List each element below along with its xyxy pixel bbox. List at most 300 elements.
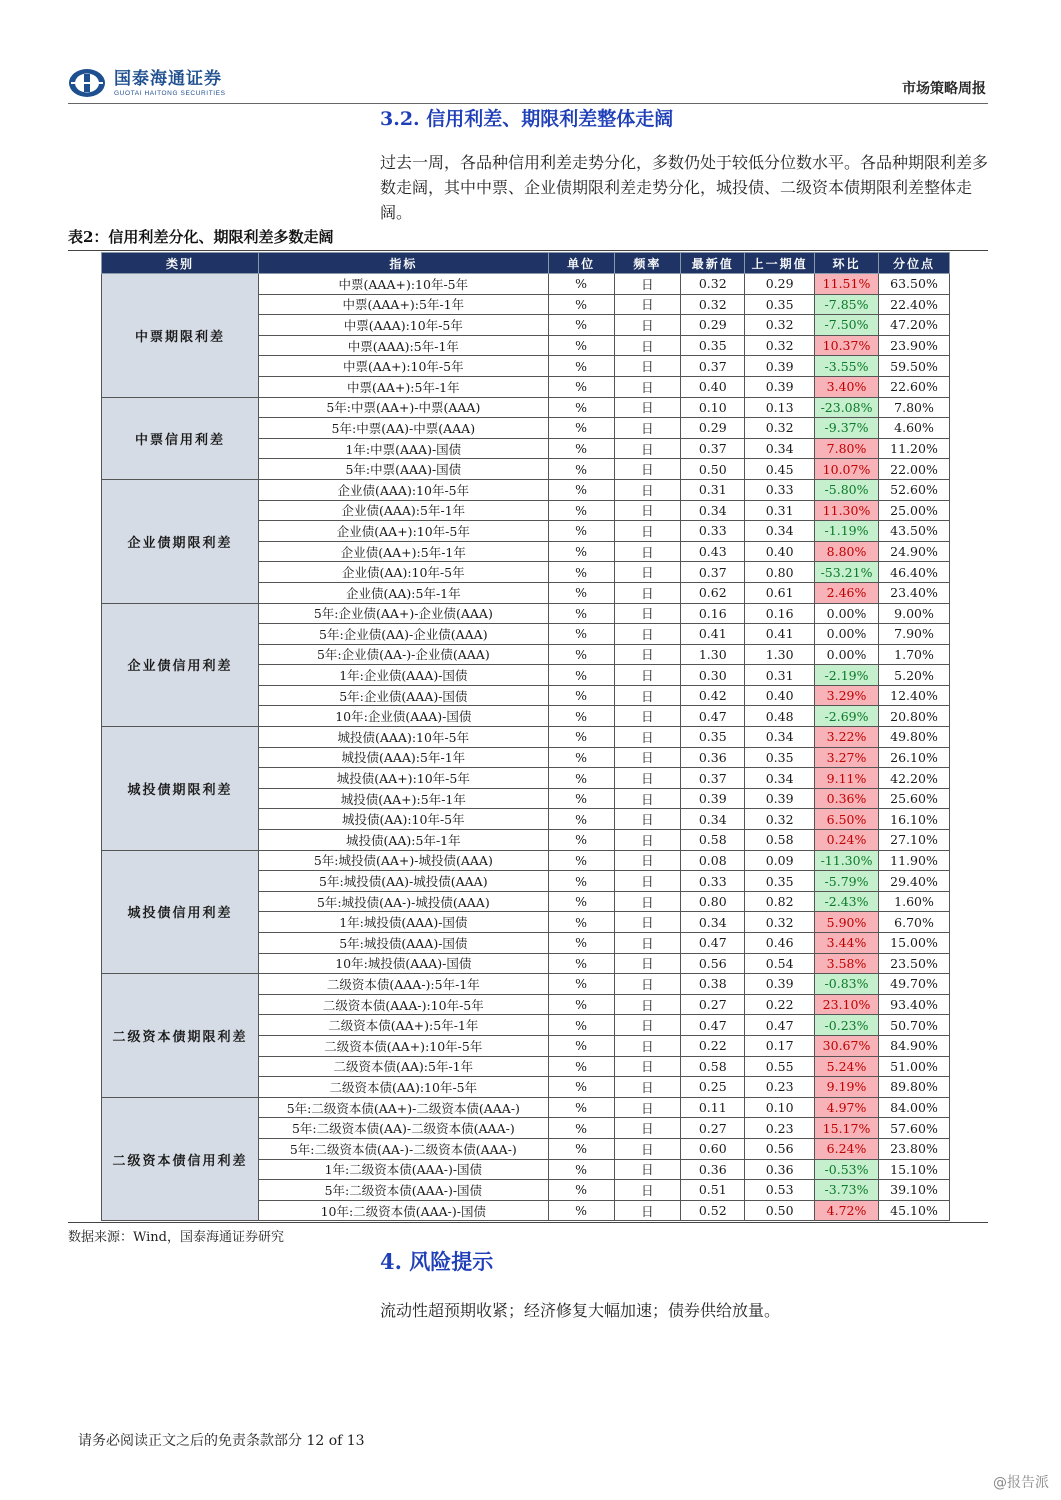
percentile-cell: 84.00% bbox=[879, 1097, 950, 1118]
indicator-cell: 中票(AAA+):10年-5年 bbox=[258, 274, 548, 295]
unit-cell: % bbox=[548, 541, 614, 562]
previous-value-cell: 0.53 bbox=[745, 1180, 815, 1201]
frequency-cell: 日 bbox=[614, 397, 681, 418]
change-cell: 23.10% bbox=[815, 994, 879, 1015]
percentile-cell: 42.20% bbox=[879, 768, 950, 789]
previous-value-cell: 0.47 bbox=[745, 1015, 815, 1036]
previous-value-cell: 0.13 bbox=[745, 397, 815, 418]
table-header-row bbox=[102, 253, 950, 274]
change-cell: 10.07% bbox=[815, 459, 879, 480]
latest-value-cell: 0.47 bbox=[681, 706, 745, 727]
latest-value-cell: 0.50 bbox=[681, 459, 745, 480]
latest-value-cell: 0.36 bbox=[681, 1159, 745, 1180]
percentile-cell: 1.70% bbox=[879, 644, 950, 665]
percentile-cell: 22.60% bbox=[879, 376, 950, 397]
previous-value-cell: 0.34 bbox=[745, 521, 815, 542]
previous-value-cell: 0.35 bbox=[745, 747, 815, 768]
previous-value-cell: 0.32 bbox=[745, 912, 815, 933]
percentile-cell: 52.60% bbox=[879, 479, 950, 500]
percentile-cell: 11.90% bbox=[879, 850, 950, 871]
percentile-cell: 22.40% bbox=[879, 294, 950, 315]
indicator-cell: 企业债(AAA):10年-5年 bbox=[258, 479, 548, 500]
previous-value-cell: 0.34 bbox=[745, 438, 815, 459]
previous-value-cell: 0.32 bbox=[745, 315, 815, 336]
change-cell: -5.79% bbox=[815, 871, 879, 892]
change-cell: 0.00% bbox=[815, 624, 879, 645]
change-cell: -5.80% bbox=[815, 479, 879, 500]
previous-value-cell: 0.80 bbox=[745, 562, 815, 583]
previous-value-cell: 0.22 bbox=[745, 994, 815, 1015]
frequency-cell: 日 bbox=[614, 685, 681, 706]
table-header-cell: 分位点 bbox=[879, 253, 950, 274]
unit-cell: % bbox=[548, 335, 614, 356]
previous-value-cell: 0.39 bbox=[745, 376, 815, 397]
change-cell: -2.69% bbox=[815, 706, 879, 727]
table-header-cell: 最新值 bbox=[681, 253, 745, 274]
change-cell: 3.29% bbox=[815, 685, 879, 706]
unit-cell: % bbox=[548, 994, 614, 1015]
percentile-cell: 23.80% bbox=[879, 1138, 950, 1159]
frequency-cell: 日 bbox=[614, 891, 681, 912]
unit-cell: % bbox=[548, 830, 614, 851]
latest-value-cell: 0.10 bbox=[681, 397, 745, 418]
latest-value-cell: 0.52 bbox=[681, 1200, 745, 1221]
previous-value-cell: 0.40 bbox=[745, 541, 815, 562]
indicator-cell: 二级资本债(AA):10年-5年 bbox=[258, 1077, 548, 1098]
change-cell: -53.21% bbox=[815, 562, 879, 583]
percentile-cell: 23.50% bbox=[879, 953, 950, 974]
change-cell: -11.30% bbox=[815, 850, 879, 871]
previous-value-cell: 0.33 bbox=[745, 479, 815, 500]
frequency-cell: 日 bbox=[614, 438, 681, 459]
risk-text: 流动性超预期收紧；经济修复大幅加速；债券供给放量。 bbox=[380, 1301, 781, 1320]
unit-cell: % bbox=[548, 727, 614, 748]
frequency-cell: 日 bbox=[614, 459, 681, 480]
previous-value-cell: 1.30 bbox=[745, 644, 815, 665]
frequency-cell: 日 bbox=[614, 356, 681, 377]
latest-value-cell: 0.35 bbox=[681, 727, 745, 748]
unit-cell: % bbox=[548, 438, 614, 459]
unit-cell: % bbox=[548, 1118, 614, 1139]
unit-cell: % bbox=[548, 891, 614, 912]
latest-value-cell: 0.58 bbox=[681, 1056, 745, 1077]
percentile-cell: 7.90% bbox=[879, 624, 950, 645]
indicator-cell: 1年:中票(AAA)-国债 bbox=[258, 438, 548, 459]
unit-cell: % bbox=[548, 1159, 614, 1180]
unit-cell: % bbox=[548, 1200, 614, 1221]
latest-value-cell: 0.40 bbox=[681, 376, 745, 397]
frequency-cell: 日 bbox=[614, 974, 681, 995]
percentile-cell: 84.90% bbox=[879, 1035, 950, 1056]
frequency-cell: 日 bbox=[614, 706, 681, 727]
percentile-cell: 1.60% bbox=[879, 891, 950, 912]
change-cell: 2.46% bbox=[815, 582, 879, 603]
latest-value-cell: 0.37 bbox=[681, 562, 745, 583]
previous-value-cell: 0.09 bbox=[745, 850, 815, 871]
latest-value-cell: 0.37 bbox=[681, 438, 745, 459]
change-cell: 9.11% bbox=[815, 768, 879, 789]
frequency-cell: 日 bbox=[614, 418, 681, 439]
indicator-cell: 企业债(AA):10年-5年 bbox=[258, 562, 548, 583]
indicator-cell: 城投债(AA+):5年-1年 bbox=[258, 788, 548, 809]
frequency-cell: 日 bbox=[614, 1056, 681, 1077]
table-row bbox=[102, 274, 950, 295]
percentile-cell: 4.60% bbox=[879, 418, 950, 439]
change-cell: 6.50% bbox=[815, 809, 879, 830]
table-row bbox=[102, 850, 950, 871]
latest-value-cell: 0.33 bbox=[681, 871, 745, 892]
indicator-cell: 中票(AA+):10年-5年 bbox=[258, 356, 548, 377]
percentile-cell: 6.70% bbox=[879, 912, 950, 933]
latest-value-cell: 0.37 bbox=[681, 768, 745, 789]
previous-value-cell: 0.55 bbox=[745, 1056, 815, 1077]
previous-value-cell: 0.17 bbox=[745, 1035, 815, 1056]
previous-value-cell: 0.32 bbox=[745, 809, 815, 830]
previous-value-cell: 0.61 bbox=[745, 582, 815, 603]
unit-cell: % bbox=[548, 685, 614, 706]
unit-cell: % bbox=[548, 521, 614, 542]
change-cell: 3.44% bbox=[815, 933, 879, 954]
change-cell: -23.08% bbox=[815, 397, 879, 418]
percentile-cell: 5.20% bbox=[879, 665, 950, 686]
change-cell: 8.80% bbox=[815, 541, 879, 562]
latest-value-cell: 0.08 bbox=[681, 850, 745, 871]
frequency-cell: 日 bbox=[614, 747, 681, 768]
indicator-cell: 企业债(AA+):10年-5年 bbox=[258, 521, 548, 542]
change-cell: 3.22% bbox=[815, 727, 879, 748]
previous-value-cell: 0.41 bbox=[745, 624, 815, 645]
latest-value-cell: 0.27 bbox=[681, 994, 745, 1015]
indicator-cell: 中票(AAA):5年-1年 bbox=[258, 335, 548, 356]
unit-cell: % bbox=[548, 582, 614, 603]
table-row bbox=[102, 603, 950, 624]
previous-value-cell: 0.48 bbox=[745, 706, 815, 727]
latest-value-cell: 0.51 bbox=[681, 1180, 745, 1201]
previous-value-cell: 0.36 bbox=[745, 1159, 815, 1180]
indicator-cell: 城投债(AAA):5年-1年 bbox=[258, 747, 548, 768]
frequency-cell: 日 bbox=[614, 912, 681, 933]
percentile-cell: 57.60% bbox=[879, 1118, 950, 1139]
table-header-cell: 指标 bbox=[258, 253, 548, 274]
frequency-cell: 日 bbox=[614, 727, 681, 748]
indicator-cell: 5年:企业债(AA+)-企业债(AAA) bbox=[258, 603, 548, 624]
previous-value-cell: 0.46 bbox=[745, 933, 815, 954]
indicator-cell: 10年:二级资本债(AAA-)-国债 bbox=[258, 1200, 548, 1221]
frequency-cell: 日 bbox=[614, 541, 681, 562]
percentile-cell: 26.10% bbox=[879, 747, 950, 768]
frequency-cell: 日 bbox=[614, 376, 681, 397]
frequency-cell: 日 bbox=[614, 562, 681, 583]
change-cell: -2.19% bbox=[815, 665, 879, 686]
unit-cell: % bbox=[548, 397, 614, 418]
percentile-cell: 24.90% bbox=[879, 541, 950, 562]
watermark: @报告派 bbox=[993, 1475, 1049, 1491]
report-type-label: 市场策略周报 bbox=[902, 81, 986, 97]
frequency-cell: 日 bbox=[614, 809, 681, 830]
previous-value-cell: 0.23 bbox=[745, 1077, 815, 1098]
latest-value-cell: 0.38 bbox=[681, 974, 745, 995]
previous-value-cell: 0.29 bbox=[745, 274, 815, 295]
percentile-cell: 46.40% bbox=[879, 562, 950, 583]
unit-cell: % bbox=[548, 665, 614, 686]
change-cell: -0.53% bbox=[815, 1159, 879, 1180]
percentile-cell: 25.60% bbox=[879, 788, 950, 809]
previous-value-cell: 0.45 bbox=[745, 459, 815, 480]
change-cell: 9.19% bbox=[815, 1077, 879, 1098]
percentile-cell: 15.00% bbox=[879, 933, 950, 954]
indicator-cell: 5年:中票(AA)-中票(AAA) bbox=[258, 418, 548, 439]
indicator-cell: 5年:城投债(AA)-城投债(AAA) bbox=[258, 871, 548, 892]
previous-value-cell: 0.56 bbox=[745, 1138, 815, 1159]
indicator-cell: 城投债(AA):10年-5年 bbox=[258, 809, 548, 830]
table-row bbox=[102, 974, 950, 995]
unit-cell: % bbox=[548, 747, 614, 768]
latest-value-cell: 0.16 bbox=[681, 603, 745, 624]
unit-cell: % bbox=[548, 479, 614, 500]
change-cell: -0.83% bbox=[815, 974, 879, 995]
frequency-cell: 日 bbox=[614, 850, 681, 871]
indicator-cell: 企业债(AAA):5年-1年 bbox=[258, 500, 548, 521]
percentile-cell: 59.50% bbox=[879, 356, 950, 377]
change-cell: 3.27% bbox=[815, 747, 879, 768]
percentile-cell: 23.40% bbox=[879, 582, 950, 603]
category-cell: 二级资本债信用利差 bbox=[102, 1097, 259, 1221]
change-cell: 3.40% bbox=[815, 376, 879, 397]
indicator-cell: 5年:企业债(AA)-企业债(AAA) bbox=[258, 624, 548, 645]
change-cell: 10.37% bbox=[815, 335, 879, 356]
percentile-cell: 43.50% bbox=[879, 521, 950, 542]
latest-value-cell: 0.39 bbox=[681, 788, 745, 809]
previous-value-cell: 0.39 bbox=[745, 356, 815, 377]
change-cell: 11.30% bbox=[815, 500, 879, 521]
company-logo-icon bbox=[68, 68, 106, 98]
percentile-cell: 93.40% bbox=[879, 994, 950, 1015]
previous-value-cell: 0.35 bbox=[745, 871, 815, 892]
percentile-cell: 12.40% bbox=[879, 685, 950, 706]
percentile-cell: 49.70% bbox=[879, 974, 950, 995]
percentile-cell: 15.10% bbox=[879, 1159, 950, 1180]
frequency-cell: 日 bbox=[614, 665, 681, 686]
indicator-cell: 1年:城投债(AAA)-国债 bbox=[258, 912, 548, 933]
frequency-cell: 日 bbox=[614, 1159, 681, 1180]
percentile-cell: 22.00% bbox=[879, 459, 950, 480]
latest-value-cell: 0.62 bbox=[681, 582, 745, 603]
latest-value-cell: 0.31 bbox=[681, 479, 745, 500]
unit-cell: % bbox=[548, 933, 614, 954]
frequency-cell: 日 bbox=[614, 830, 681, 851]
table-caption: 表2：信用利差分化、期限利差多数走阔 bbox=[68, 226, 988, 251]
unit-cell: % bbox=[548, 1097, 614, 1118]
indicator-cell: 5年:中票(AAA)-国债 bbox=[258, 459, 548, 480]
previous-value-cell: 0.82 bbox=[745, 891, 815, 912]
frequency-cell: 日 bbox=[614, 871, 681, 892]
change-cell: 6.24% bbox=[815, 1138, 879, 1159]
indicator-cell: 企业债(AA+):5年-1年 bbox=[258, 541, 548, 562]
change-cell: 15.17% bbox=[815, 1118, 879, 1139]
indicator-cell: 10年:城投债(AAA)-国债 bbox=[258, 953, 548, 974]
latest-value-cell: 0.34 bbox=[681, 500, 745, 521]
percentile-cell: 25.00% bbox=[879, 500, 950, 521]
change-cell: -1.19% bbox=[815, 521, 879, 542]
change-cell: -3.55% bbox=[815, 356, 879, 377]
previous-value-cell: 0.35 bbox=[745, 294, 815, 315]
percentile-cell: 49.80% bbox=[879, 727, 950, 748]
latest-value-cell: 1.30 bbox=[681, 644, 745, 665]
percentile-cell: 89.80% bbox=[879, 1077, 950, 1098]
latest-value-cell: 0.37 bbox=[681, 356, 745, 377]
indicator-cell: 二级资本债(AAA-):5年-1年 bbox=[258, 974, 548, 995]
unit-cell: % bbox=[548, 376, 614, 397]
frequency-cell: 日 bbox=[614, 335, 681, 356]
change-cell: 0.00% bbox=[815, 644, 879, 665]
table-row bbox=[102, 727, 950, 748]
latest-value-cell: 0.11 bbox=[681, 1097, 745, 1118]
credit-spread-table bbox=[101, 252, 950, 1221]
latest-value-cell: 0.41 bbox=[681, 624, 745, 645]
percentile-cell: 39.10% bbox=[879, 1180, 950, 1201]
unit-cell: % bbox=[548, 706, 614, 727]
unit-cell: % bbox=[548, 459, 614, 480]
indicator-cell: 5年:企业债(AA-)-企业债(AAA) bbox=[258, 644, 548, 665]
company-logo bbox=[68, 66, 226, 100]
indicator-cell: 中票(AAA+):5年-1年 bbox=[258, 294, 548, 315]
change-cell: -3.73% bbox=[815, 1180, 879, 1201]
unit-cell: % bbox=[548, 500, 614, 521]
change-cell: -0.23% bbox=[815, 1015, 879, 1036]
unit-cell: % bbox=[548, 624, 614, 645]
previous-value-cell: 0.54 bbox=[745, 953, 815, 974]
frequency-cell: 日 bbox=[614, 1200, 681, 1221]
table-row bbox=[102, 397, 950, 418]
percentile-cell: 45.10% bbox=[879, 1200, 950, 1221]
previous-value-cell: 0.10 bbox=[745, 1097, 815, 1118]
frequency-cell: 日 bbox=[614, 994, 681, 1015]
latest-value-cell: 0.47 bbox=[681, 1015, 745, 1036]
unit-cell: % bbox=[548, 953, 614, 974]
unit-cell: % bbox=[548, 871, 614, 892]
previous-value-cell: 0.40 bbox=[745, 685, 815, 706]
indicator-cell: 5年:二级资本债(AAA-)-国债 bbox=[258, 1180, 548, 1201]
previous-value-cell: 0.32 bbox=[745, 418, 815, 439]
table-header-cell: 上一期值 bbox=[745, 253, 815, 274]
latest-value-cell: 0.42 bbox=[681, 685, 745, 706]
frequency-cell: 日 bbox=[614, 788, 681, 809]
table-header-cell: 类别 bbox=[102, 253, 259, 274]
previous-value-cell: 0.50 bbox=[745, 1200, 815, 1221]
percentile-cell: 63.50% bbox=[879, 274, 950, 295]
table-row bbox=[102, 479, 950, 500]
frequency-cell: 日 bbox=[614, 294, 681, 315]
indicator-cell: 二级资本债(AA+):5年-1年 bbox=[258, 1015, 548, 1036]
indicator-cell: 5年:二级资本债(AA+)-二级资本债(AAA-) bbox=[258, 1097, 548, 1118]
latest-value-cell: 0.34 bbox=[681, 809, 745, 830]
latest-value-cell: 0.29 bbox=[681, 418, 745, 439]
percentile-cell: 9.00% bbox=[879, 603, 950, 624]
percentile-cell: 27.10% bbox=[879, 830, 950, 851]
frequency-cell: 日 bbox=[614, 644, 681, 665]
change-cell: 0.36% bbox=[815, 788, 879, 809]
unit-cell: % bbox=[548, 562, 614, 583]
page-footer: 请务必阅读正文之后的免责条款部分 12 of 13 bbox=[78, 1433, 365, 1449]
change-cell: 11.51% bbox=[815, 274, 879, 295]
frequency-cell: 日 bbox=[614, 274, 681, 295]
unit-cell: % bbox=[548, 1180, 614, 1201]
frequency-cell: 日 bbox=[614, 1035, 681, 1056]
indicator-cell: 城投债(AA):5年-1年 bbox=[258, 830, 548, 851]
category-cell: 城投债信用利差 bbox=[102, 850, 259, 974]
previous-value-cell: 0.39 bbox=[745, 788, 815, 809]
unit-cell: % bbox=[548, 850, 614, 871]
indicator-cell: 5年:中票(AA+)-中票(AAA) bbox=[258, 397, 548, 418]
frequency-cell: 日 bbox=[614, 933, 681, 954]
logo-chinese-name: 国泰海通证券 bbox=[114, 68, 222, 89]
frequency-cell: 日 bbox=[614, 521, 681, 542]
unit-cell: % bbox=[548, 418, 614, 439]
frequency-cell: 日 bbox=[614, 624, 681, 645]
frequency-cell: 日 bbox=[614, 603, 681, 624]
indicator-cell: 企业债(AA):5年-1年 bbox=[258, 582, 548, 603]
latest-value-cell: 0.35 bbox=[681, 335, 745, 356]
unit-cell: % bbox=[548, 1077, 614, 1098]
frequency-cell: 日 bbox=[614, 768, 681, 789]
indicator-cell: 5年:城投债(AA-)-城投债(AAA) bbox=[258, 891, 548, 912]
percentile-cell: 23.90% bbox=[879, 335, 950, 356]
frequency-cell: 日 bbox=[614, 479, 681, 500]
latest-value-cell: 0.47 bbox=[681, 933, 745, 954]
indicator-cell: 5年:二级资本债(AA)-二级资本债(AAA-) bbox=[258, 1118, 548, 1139]
latest-value-cell: 0.56 bbox=[681, 953, 745, 974]
percentile-cell: 50.70% bbox=[879, 1015, 950, 1036]
previous-value-cell: 0.58 bbox=[745, 830, 815, 851]
previous-value-cell: 0.16 bbox=[745, 603, 815, 624]
latest-value-cell: 0.58 bbox=[681, 830, 745, 851]
table-header-cell: 单位 bbox=[548, 253, 614, 274]
unit-cell: % bbox=[548, 274, 614, 295]
unit-cell: % bbox=[548, 912, 614, 933]
unit-cell: % bbox=[548, 1035, 614, 1056]
frequency-cell: 日 bbox=[614, 500, 681, 521]
change-cell: 4.72% bbox=[815, 1200, 879, 1221]
latest-value-cell: 0.34 bbox=[681, 912, 745, 933]
category-cell: 企业债期限利差 bbox=[102, 479, 259, 603]
indicator-cell: 二级资本债(AA+):10年-5年 bbox=[258, 1035, 548, 1056]
page-header bbox=[68, 62, 988, 104]
change-cell: -7.85% bbox=[815, 294, 879, 315]
percentile-cell: 7.80% bbox=[879, 397, 950, 418]
table-body bbox=[102, 274, 950, 1221]
unit-cell: % bbox=[548, 974, 614, 995]
unit-cell: % bbox=[548, 294, 614, 315]
unit-cell: % bbox=[548, 768, 614, 789]
frequency-cell: 日 bbox=[614, 953, 681, 974]
latest-value-cell: 0.22 bbox=[681, 1035, 745, 1056]
section-paragraph: 过去一周，各品种信用利差走势分化，多数仍处于较低分位数水平。各品种期限利差多数走阔，其中中票、企业债期限利差走势分化，城投债、二级资本债期限利差整体走阔。 bbox=[380, 153, 989, 222]
latest-value-cell: 0.43 bbox=[681, 541, 745, 562]
latest-value-cell: 0.33 bbox=[681, 521, 745, 542]
frequency-cell: 日 bbox=[614, 1118, 681, 1139]
unit-cell: % bbox=[548, 809, 614, 830]
frequency-cell: 日 bbox=[614, 1097, 681, 1118]
change-cell: 7.80% bbox=[815, 438, 879, 459]
previous-value-cell: 0.23 bbox=[745, 1118, 815, 1139]
indicator-cell: 中票(AAA):10年-5年 bbox=[258, 315, 548, 336]
latest-value-cell: 0.27 bbox=[681, 1118, 745, 1139]
indicator-cell: 5年:城投债(AAA)-国债 bbox=[258, 933, 548, 954]
category-cell: 中票信用利差 bbox=[102, 397, 259, 479]
unit-cell: % bbox=[548, 1015, 614, 1036]
previous-value-cell: 0.39 bbox=[745, 974, 815, 995]
table-header-cell: 环比 bbox=[815, 253, 879, 274]
